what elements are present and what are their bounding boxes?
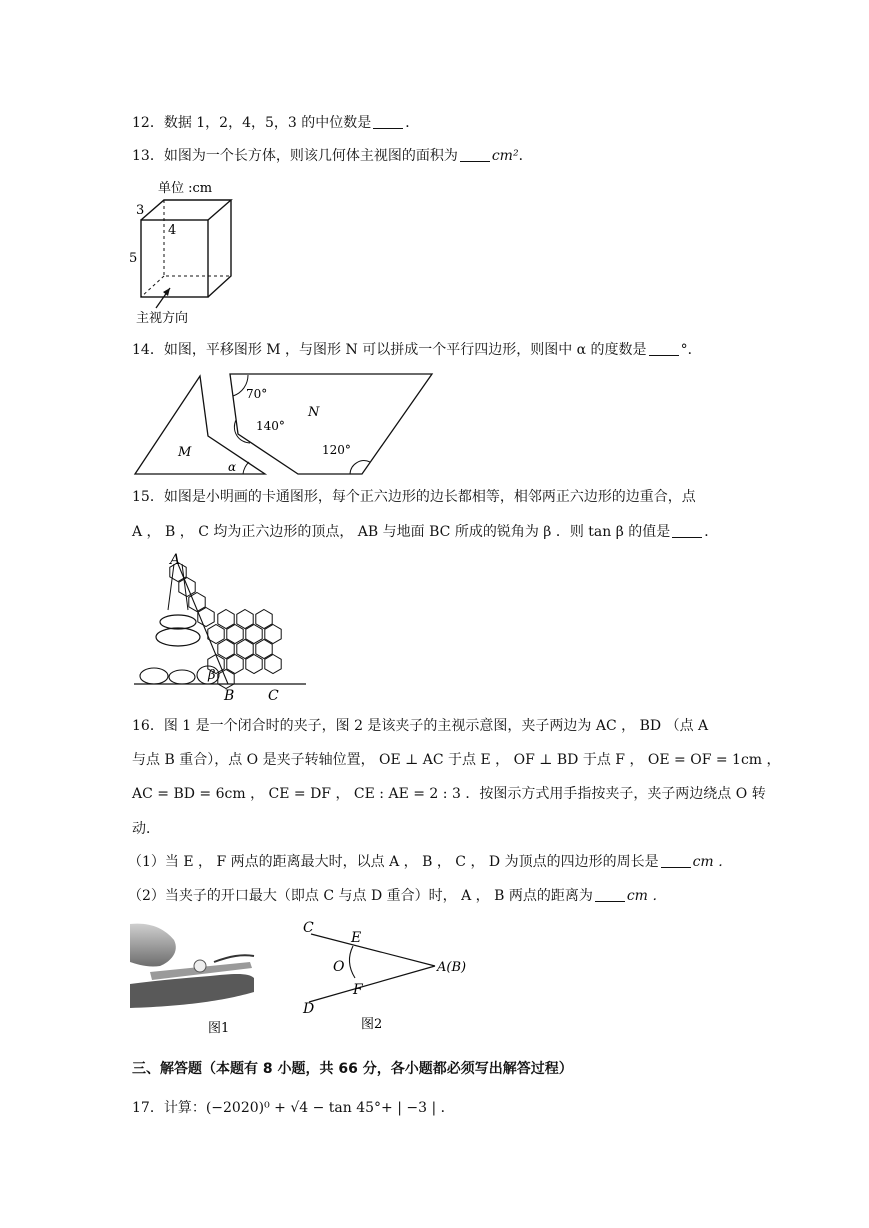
angle-140: 140° <box>256 419 285 433</box>
label-m: M <box>178 445 192 460</box>
question-15-line1 <box>132 487 696 507</box>
answer-blank <box>661 853 691 868</box>
translation-figure <box>130 370 440 480</box>
segment-bd <box>309 966 435 1002</box>
question-15-line2: A ， B ， C 均为正六边形的顶点， AB 与地面 BC 所成的锐角为 β ．则 tan β 的值是 ． <box>132 524 719 540</box>
top-face <box>141 200 231 220</box>
label-o: O <box>333 959 345 975</box>
question-13: 13．如图为一个长方体，则该几何体主视图的面积为 cm²． <box>132 148 533 164</box>
caption-figure-1: 图1 <box>208 1021 230 1036</box>
clip-photo-figure <box>130 922 280 1042</box>
hexagon <box>227 655 243 674</box>
angle-70: 70° <box>246 387 268 401</box>
label-e: E <box>351 930 362 946</box>
hexagon <box>227 625 243 644</box>
dim-3: 3 <box>136 203 145 218</box>
hexagon-cartoon-figure <box>130 552 310 704</box>
question-14-text: 14．如图，平移图形 M ，与图形 N 可以拼成一个平行四边形，则图中 α 的度数是 <box>132 342 647 358</box>
segment-ac <box>311 934 435 966</box>
hexagon <box>265 625 281 644</box>
label-c: C <box>303 920 314 936</box>
answer-blank <box>460 147 490 162</box>
segment-ab <box>178 564 228 684</box>
label-n: N <box>308 405 320 420</box>
lamp-shade <box>160 615 196 629</box>
section-heading: 三、解答题（本题有 8 小题，共 66 分，各小题都必须写出解答过程） <box>132 1061 573 1077</box>
label-alpha: α <box>228 460 237 474</box>
question-16-text: 16．图 1 是一个闭合时的夹子，图 2 是该夹子的主视示意图，夹子两边为 AC ， BD （点 A <box>132 718 709 734</box>
question-15-text: 15．如图是小明画的卡通图形，每个正六边形的边长都相等，相邻两正六边形的边重合，点 <box>132 489 696 505</box>
answer-blank <box>649 341 679 356</box>
answer-blank <box>373 114 403 129</box>
hexagon <box>265 655 281 674</box>
label-f: F <box>353 982 363 998</box>
label-c: C <box>268 688 279 704</box>
question-14: 14．如图，平移图形 M ，与图形 N 可以拼成一个平行四边形，则图中 α 的度数是 °． <box>132 342 702 358</box>
label-a: A <box>170 552 181 568</box>
label-d: D <box>303 1001 315 1017</box>
question-16-line3: AC = BD = 6cm ， CE = DF ， CE : AE = 2 : 3 ．按图示方式用手指按夹子，夹子两边绕点 O 转 <box>132 786 766 802</box>
hexagon <box>218 610 234 629</box>
dim-5: 5 <box>129 251 138 266</box>
cuboid-figure <box>126 176 236 326</box>
question-13-text: 13．如图为一个长方体，则该几何体主视图的面积为 <box>132 148 458 164</box>
question-16-part1: （1）当 E ， F 两点的距离最大时，以点 A ， B ， C ， D 为顶点的四边形的周长是 cm ． <box>128 854 733 870</box>
question-16-part2: （2）当夹子的开口最大（即点 C 与点 D 重合）时， A ， B 两点的距离为 cm ． <box>128 888 667 904</box>
lamp-base <box>156 628 200 646</box>
hexagon <box>218 640 234 659</box>
caption-figure-2: 图2 <box>361 1017 383 1032</box>
clip-diagram-figure <box>295 916 475 1036</box>
question-16-line2: 与点 B 重合），点 O 是夹子转轴位置， OE ⊥ AC 于点 E ， OF ⊥ BD 于点 F ， OE = OF = 1cm ， <box>132 752 781 768</box>
hexagon <box>256 640 272 659</box>
label-beta: β <box>208 668 216 683</box>
stone <box>140 668 168 684</box>
hexagon <box>246 655 262 674</box>
label-ab: A(B) <box>437 960 467 975</box>
dim-4: 4 <box>168 223 177 238</box>
label-b: B <box>224 688 235 704</box>
question-12-text: 12．数据 1，2，4，5，3 的中位数是 <box>132 115 372 131</box>
answer-blank <box>595 887 625 902</box>
view-direction-label: 主视方向 <box>136 311 189 326</box>
question-16-line4: 动． <box>132 821 160 837</box>
unit-label: 单位 :cm <box>158 181 213 196</box>
hidden-edges <box>164 200 231 276</box>
finger-top <box>130 924 176 967</box>
angle-120: 120° <box>322 443 351 457</box>
question-12: 12．数据 1，2，4，5，3 的中位数是 ． <box>132 115 420 131</box>
hand-bottom <box>130 974 254 1008</box>
clip-spring <box>349 946 355 978</box>
hexagon <box>256 610 272 629</box>
stone <box>169 670 195 684</box>
answer-blank <box>672 523 702 538</box>
question-16-line1 <box>132 716 708 736</box>
question-17 <box>132 1098 455 1118</box>
hexagon <box>246 625 262 644</box>
right-face <box>208 200 231 297</box>
hexagon <box>237 610 253 629</box>
hexagon-group <box>170 563 281 689</box>
question-17-text: 17．计算：(−2020)⁰ + √4 − tan 45°+ | −3 | ． <box>132 1100 455 1116</box>
hexagon <box>237 640 253 659</box>
